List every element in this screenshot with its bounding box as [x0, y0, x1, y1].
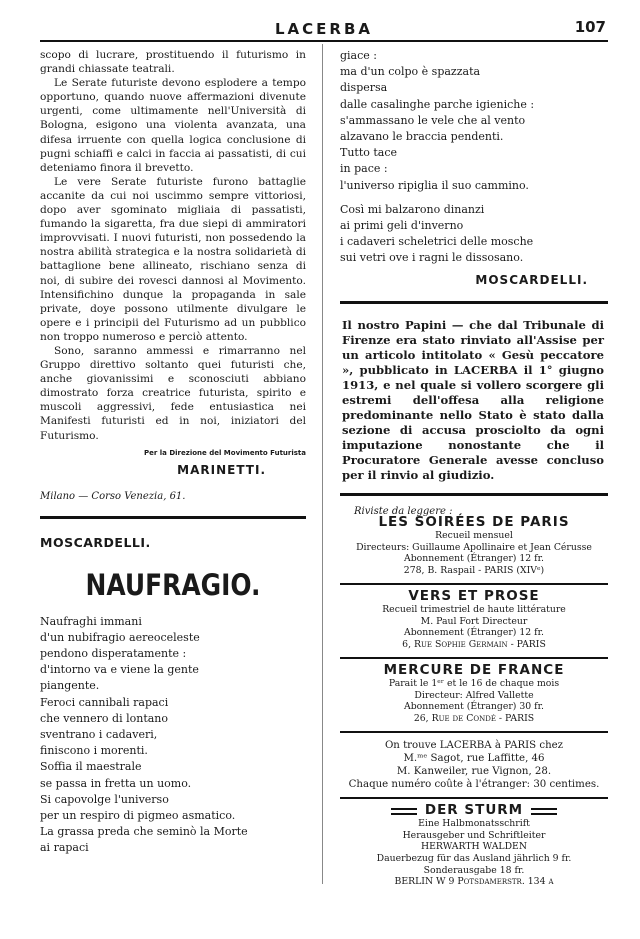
section-rule [340, 301, 608, 304]
poem-line: sventrano i cadaveri, [40, 728, 158, 742]
ad-rule [340, 657, 608, 659]
poem-line: che vennero di lontano [40, 711, 168, 725]
manifesto-text [40, 48, 306, 443]
ad-line: HERWARTH WALDEN [421, 841, 527, 853]
ad-line: Abonnement (Étranger) 12 fr. [404, 553, 544, 565]
ad-line: M. Kanweiler, rue Vignon, 28. [396, 765, 552, 777]
poem-line: alzavano le braccia pendenti. [340, 130, 504, 144]
ad-line: Abonnement (Étranger) 30 fr. [404, 701, 544, 713]
poem-line: Si capovolge l'universo [40, 792, 169, 806]
section-rule [340, 493, 608, 496]
poem-line: l'universo ripiglia il suo cammino. [340, 178, 529, 192]
ornament-lines [391, 808, 417, 815]
poem-line: s'ammassano le vele che al vento [340, 113, 526, 127]
ad-rule [340, 797, 608, 799]
ad-line: 278, B. Raspail - PARIS (XIVᵉ) [403, 565, 545, 577]
ad-soirees-de-paris [340, 513, 608, 577]
poem-line: piangente. [40, 679, 100, 693]
ad-line: Eine Halbmonatsschrift [418, 818, 530, 830]
place-line: Milano — Corso Venezia, 61. [40, 490, 186, 502]
ad-line: On trouve LACERBA à PARIS chez [384, 739, 564, 751]
poem-line: Naufraghi immani [40, 614, 142, 628]
ad-line: M.ᵐᵉ Sagot, rue Laffitte, 46 [403, 752, 545, 764]
ad-line: Directeur: Alfred Vallette [414, 689, 534, 701]
poem-line: Feroci cannibali rapaci [40, 695, 169, 709]
paragraph: Le Serate futuriste devono esplodere a tempo opportuno, quando nuove affermazioni divenute urgenti, come ultimamente nell'Università di Bologna, esigono una violenta avanzata, una difesa irruente con quella logica conclusione di pugni schiaffi e calci in faccia ai passatisti, di cui deteniamo finora il brevetto. [40, 77, 306, 174]
ad-line: Dauerbezug für das Ausland jährlich 9 fr. Sonderausgabe 18 fr. [376, 852, 572, 876]
ad-title: DER STURM [424, 801, 524, 818]
riviste-label: Riviste da leggere : [354, 505, 453, 517]
poem-line: Così mi balzarono dinanzi [340, 202, 485, 216]
paragraph: Le vere Serate futuriste furono battaglie accanite da cui noi uscimmo sempre vittoriosi, dopo aver sgominato migliaia di passatisti, fumando la sigaretta, fra due siepi di ammiratori improvvisati. I nuovi futuristi, non possedendo la nostra abilità strategica e la nostra solidarietà di battaglione bene allineato, rischiano senza di noi, di subire dei rovesci dannosi al Movimento. Intensifichino dunque la propaganda in sale private, doye possono utilmente divulgare le opere e i principii del Futurismo ad un pubblico non troppo numeroso e perciò attento. [40, 175, 306, 343]
poem-body [40, 614, 306, 857]
ad-line: Recueil mensuel [435, 530, 513, 542]
ad-vers-et-prose [340, 587, 608, 651]
ad-line: Parait le 1ᵉʳ et le 16 de chaque mois [388, 678, 560, 690]
ad-title: LES SOIRÉES DE PARIS [378, 513, 570, 530]
poem-author: MOSCARDELLI. [40, 534, 151, 550]
signature-marinetti: MARINETTI. [177, 462, 266, 477]
poem-line: se passa in fretta un uomo. [40, 776, 192, 790]
right-column [340, 48, 608, 888]
ad-line: Directeurs: Guillaume Apollinaire et Jean Cérusse [356, 541, 592, 553]
left-column [40, 48, 306, 857]
ad-line: Chaque numéro coûte à l'étranger: 30 centimes. [348, 778, 600, 790]
ad-line: 26, Rue de Condé - PARIS [413, 712, 535, 724]
poem-line: ma d'un colpo è spazzata [340, 65, 481, 79]
poem-line: Soffia il maestrale [40, 760, 142, 774]
ad-title: MERCURE DE FRANCE [383, 661, 565, 678]
paragraph: Sono, saranno ammessi e rimarranno nel Gruppo direttivo soltanto quei futuristi che, anche giovanissimi e sconosciuti abbiano dimostrato forza creatrice futurista, spirito e muscoli aggressivi, fede entusiastica nei Manifesti futuristi ed in noi, iniziatori del Futurismo. [40, 344, 306, 442]
poem-line: Tutto tace [340, 146, 398, 160]
ad-lacerba-paris [340, 739, 608, 791]
poem-signature: MOSCARDELLI. [475, 272, 588, 287]
column-divider [322, 44, 323, 884]
ad-line: BERLIN W 9 Potsdamerstr. 134 a [394, 876, 554, 888]
ad-line: Recueil trimestriel de haute littérature [382, 604, 566, 616]
poem-line: dispersa [340, 81, 388, 95]
ad-line: Herausgeber und Schriftleiter [402, 829, 546, 841]
poem-line: finiscono i morenti. [40, 744, 148, 758]
sturm-heading [340, 801, 608, 819]
poem-line: La grassa preda che seminò la Morte [40, 825, 248, 839]
poem-continued [340, 48, 608, 194]
section-rule [40, 516, 306, 519]
papini-note: Il nostro Papini — che dal Tribunale di Firenze era stato rinviato all'Assise per un articolo intitolato « Gesù peccatore », pubblicato in LACERBA il 1° giugno 1913, e nel quale si vollero scorgere gli estremi dell'offesa alla religione predominante nello Stato è stato dalla sezione di accusa prosciolto da ogni imputazione nonostante che il Procuratore Generale avesse concluso per il rinvio al giudizio. [342, 317, 604, 482]
poem-line: per un respiro di pigmeo asmatico. [40, 809, 236, 823]
signature-caption: Per la Direzione del Movimento Futurista [144, 448, 306, 457]
poem-line: ai rapaci [40, 841, 89, 855]
page-header [40, 14, 608, 42]
paragraph: scopo di lucrare, prostituendo il futurismo in grandi chiassate teatrali. [40, 49, 306, 76]
page-number: 107 [574, 18, 606, 36]
ad-rule [340, 583, 608, 585]
poem-line: in pace : [340, 162, 388, 176]
poem-line: giace : [340, 49, 377, 62]
poem-line: pendono disperatamente : [40, 647, 187, 661]
poem-line: d'intorno va e viene la gente [40, 663, 199, 677]
ad-line: Abonnement (Étranger) 12 fr. [404, 627, 544, 639]
poem-line: i cadaveri scheletrici delle mosche [340, 235, 534, 249]
poem-line: dalle casalinghe parche igieniche : [340, 97, 535, 111]
ad-rule [340, 731, 608, 733]
poem-line: sui vetri ove i ragni le dissosano. [340, 251, 524, 265]
poem-line: ai primi geli d'inverno [340, 219, 464, 233]
ornament-lines [531, 808, 557, 815]
ad-line: 6, Rue Sophie Germain - PARIS [402, 638, 546, 650]
journal-title: LACERBA [274, 20, 373, 38]
poem-line: d'un nubifragio aereoceleste [40, 630, 200, 644]
ad-title: VERS ET PROSE [408, 587, 540, 604]
ad-mercure-de-france [340, 661, 608, 725]
ad-der-sturm [340, 801, 608, 888]
poem-title: NAUFRAGIO. [85, 567, 261, 602]
ad-line: M. Paul Fort Directeur [420, 615, 528, 627]
poem-stanza [340, 202, 608, 267]
